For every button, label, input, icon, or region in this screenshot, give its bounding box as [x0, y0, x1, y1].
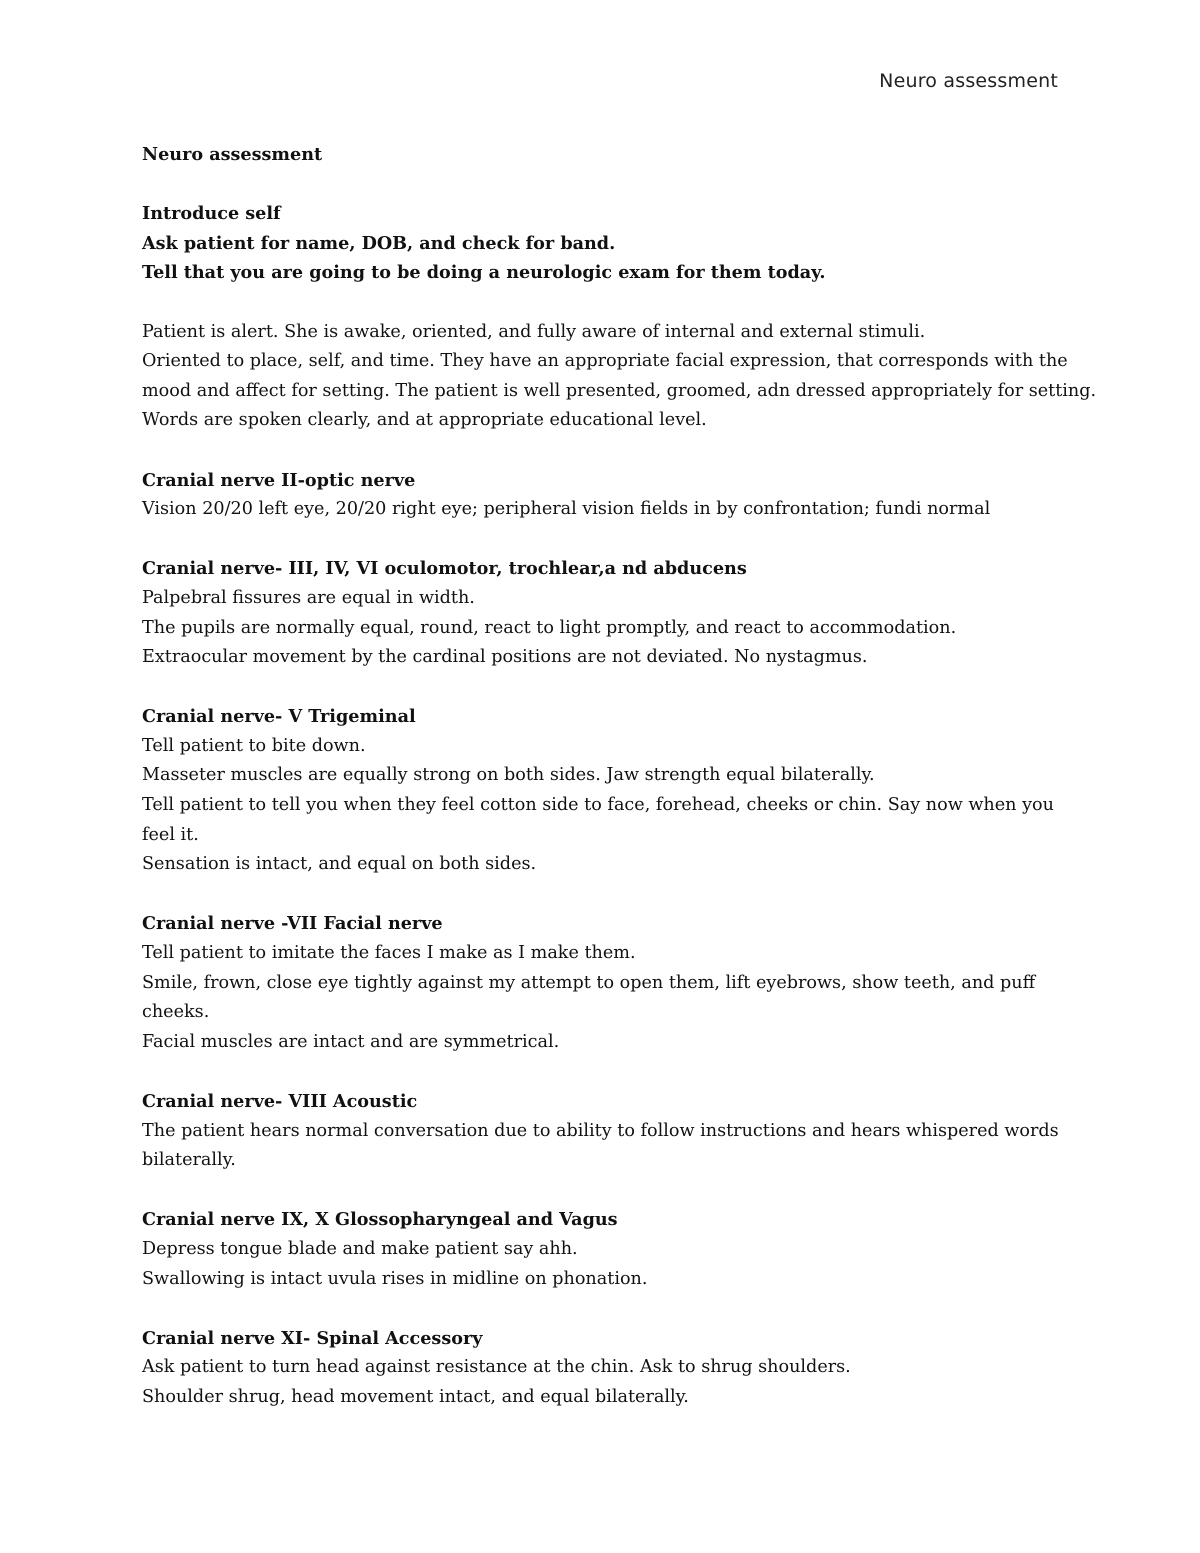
section-line: Shoulder shrug, head movement intact, and equal bilaterally.: [142, 1386, 689, 1407]
section-line: Tell patient to tell you when they feel cotton side to face, forehead, cheeks or chin. Say now when you: [142, 795, 1054, 816]
section-line: Facial muscles are intact and are symmetrical.: [142, 1031, 560, 1052]
section-line: feel it.: [142, 824, 199, 845]
document-body: [142, 140, 1097, 1413]
spacer: [142, 673, 1072, 703]
intro-line: Tell that you are going to be doing a neurologic exam for them today.: [142, 262, 826, 284]
spacer: [142, 1176, 1072, 1206]
section-heading-facial: Cranial nerve -VII Facial nerve: [142, 913, 443, 935]
section-heading-trigeminal: Cranial nerve- V Trigeminal: [142, 706, 416, 728]
general-line: Words are spoken clearly, and at appropriate educational level.: [142, 410, 707, 431]
spacer: [142, 525, 1072, 555]
section-line: Swallowing is intact uvula rises in midline on phonation.: [142, 1268, 648, 1289]
intro-line: Ask patient for name, DOB, and check for band.: [142, 232, 616, 254]
section-line: Masseter muscles are equally strong on both sides. Jaw strength equal bilaterally.: [142, 765, 875, 786]
section-heading-spinal-accessory: Cranial nerve XI- Spinal Accessory: [142, 1327, 483, 1349]
intro-line: Introduce self: [142, 203, 281, 225]
running-header: Neuro assessment: [879, 70, 1058, 92]
document-title: Neuro assessment: [142, 144, 323, 165]
general-line: mood and affect for setting. The patient is well presented, groomed, adn dressed appropriately for setting.: [142, 380, 1097, 401]
general-line: Oriented to place, self, and time. They have an appropriate facial expression, that corresponds with the: [142, 351, 1068, 372]
section-line: Depress tongue blade and make patient say ahh.: [142, 1238, 578, 1259]
section-line: Extraocular movement by the cardinal positions are not deviated. No nystagmus.: [142, 647, 868, 668]
section-heading-acoustic: Cranial nerve- VIII Acoustic: [142, 1091, 418, 1112]
spacer: [142, 436, 1072, 466]
spacer: [142, 288, 1072, 318]
section-line: Smile, frown, close eye tightly against my attempt to open them, lift eyebrows, show teeth, and puff: [142, 972, 1036, 993]
spacer: [142, 880, 1072, 910]
section-line: Ask patient to turn head against resistance at the chin. Ask to shrug shoulders.: [142, 1357, 851, 1378]
section-line: Tell patient to bite down.: [142, 735, 366, 756]
section-line: Sensation is intact, and equal on both sides.: [142, 854, 537, 875]
section-line: Vision 20/20 left eye, 20/20 right eye; peripheral vision fields in by confrontation; fundi normal: [142, 499, 991, 520]
spacer: [142, 1057, 1072, 1087]
section-heading-optic: Cranial nerve II-optic nerve: [142, 469, 416, 491]
section-line: bilaterally.: [142, 1150, 236, 1171]
spacer: [142, 170, 1072, 200]
spacer: [142, 1294, 1072, 1324]
section-heading-oculomotor: Cranial nerve- III, IV, VI oculomotor, trochlear,a nd abducens: [142, 558, 747, 580]
section-line: The patient hears normal conversation due to ability to follow instructions and hears whispered words: [142, 1120, 1059, 1141]
section-line: cheeks.: [142, 1002, 210, 1023]
section-heading-glossopharyngeal-vagus: Cranial nerve IX, X Glossopharyngeal and Vagus: [142, 1209, 618, 1231]
section-line: Tell patient to imitate the faces I make as I make them.: [142, 943, 636, 964]
general-line: Patient is alert. She is awake, oriented, and fully aware of internal and external stimuli.: [142, 321, 926, 342]
section-line: The pupils are normally equal, round, react to light promptly, and react to accommodation.: [142, 617, 957, 638]
section-line: Palpebral fissures are equal in width.: [142, 587, 475, 608]
